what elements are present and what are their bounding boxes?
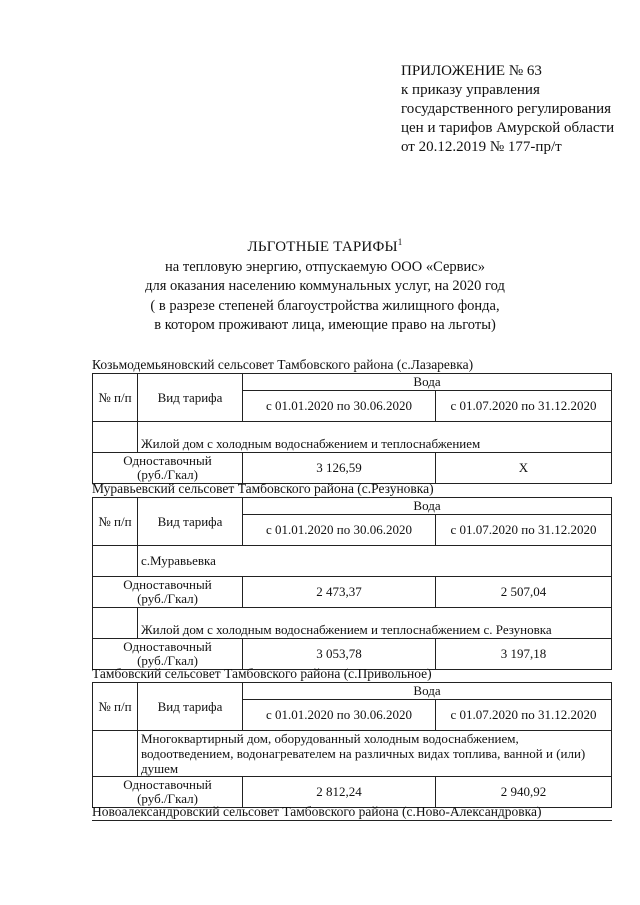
tariff-value: 3 197,18 — [436, 639, 612, 670]
appendix-line: к приказу управления — [401, 82, 540, 98]
tariff-table — [92, 497, 612, 670]
table-bottom-rule — [92, 820, 612, 821]
group-description: Жилой дом с холодным водоснабжением и теплоснабжением — [138, 422, 612, 453]
section-label: Тамбовский сельсовет Тамбовского района (с.Привольное) — [92, 666, 432, 681]
empty-cell — [93, 546, 138, 577]
title-line: ( в разрезе степеней благоустройства жилищного фонда, — [150, 297, 500, 314]
col-header-period2: с 01.07.2020 по 31.12.2020 — [436, 391, 612, 422]
rate-name-text: Одноставочный — [123, 639, 212, 654]
section-label: Новоалександровский сельсовет Тамбовского района (с.Ново-Александровка) — [92, 804, 542, 819]
col-header-water: Вода — [243, 374, 612, 391]
tariff-value: 2 473,37 — [243, 577, 436, 608]
col-header-period1: с 01.01.2020 по 30.06.2020 — [243, 515, 436, 546]
empty-cell — [93, 608, 138, 639]
tariff-table — [92, 373, 612, 484]
empty-cell — [93, 731, 138, 777]
title-line: для оказания населению коммунальных услуг, на 2020 год — [145, 278, 505, 294]
group-description: Многоквартирный дом, оборудованный холодным водоснабжением, водоотведением, водонагревателем на различных видах топлива, ванной и (или) душем — [138, 731, 612, 777]
rate-name-text: Одноставочный — [123, 577, 212, 592]
footnote-mark: 1 — [397, 237, 403, 247]
col-header-kind: Вид тарифа — [138, 374, 243, 422]
appendix-line: цен и тарифов Амурской области — [401, 120, 615, 136]
tariff-table — [92, 682, 612, 808]
col-header-num: № п/п — [93, 374, 138, 422]
col-header-water: Вода — [243, 683, 612, 700]
document-title — [90, 233, 560, 336]
group-description: Жилой дом с холодным водоснабжением и теплоснабжением с. Резуновка — [138, 608, 612, 639]
rate-name — [93, 777, 243, 808]
title-text: ЛЬГОТНЫЕ ТАРИФЫ — [247, 239, 398, 255]
col-header-kind: Вид тарифа — [138, 498, 243, 546]
col-header-kind: Вид тарифа — [138, 683, 243, 731]
rate-name — [93, 639, 243, 670]
col-header-period1: с 01.01.2020 по 30.06.2020 — [243, 700, 436, 731]
col-header-period2: с 01.07.2020 по 31.12.2020 — [436, 700, 612, 731]
section-label: Козьмодемьяновский сельсовет Тамбовского района (с.Лазаревка) — [92, 357, 474, 372]
tariff-value: Х — [436, 453, 612, 484]
col-header-period1: с 01.01.2020 по 30.06.2020 — [243, 391, 436, 422]
rate-unit: (руб./Гкал) — [137, 467, 198, 482]
rate-unit: (руб./Гкал) — [137, 653, 198, 668]
rate-name-text: Одноставочный — [123, 453, 212, 468]
appendix-line: государственного регулирования — [401, 101, 612, 117]
rate-name-text: Одноставочный — [123, 777, 212, 792]
rate-name — [93, 577, 243, 608]
rate-unit: (руб./Гкал) — [137, 791, 198, 806]
appendix-line: от 20.12.2019 № 177-пр/т — [401, 139, 562, 155]
title-main — [90, 233, 560, 258]
tariff-value: 3 053,78 — [243, 639, 436, 670]
tariff-value: 2 812,24 — [243, 777, 436, 808]
rate-unit: (руб./Гкал) — [137, 591, 198, 606]
tariff-value: 3 126,59 — [243, 453, 436, 484]
col-header-period2: с 01.07.2020 по 31.12.2020 — [436, 515, 612, 546]
col-header-num: № п/п — [93, 683, 138, 731]
title-line: в котором проживают лица, имеющие право на льготы) — [154, 317, 496, 333]
group-description: с.Муравьевка — [138, 546, 612, 577]
tariff-value: 2 940,92 — [436, 777, 612, 808]
section-label: Муравьевский сельсовет Тамбовского района (с.Резуновка) — [92, 481, 434, 496]
empty-cell — [93, 422, 138, 453]
col-header-num: № п/п — [93, 498, 138, 546]
title-line: на тепловую энергию, отпускаемую ООО «Сервис» — [165, 258, 485, 275]
rate-name — [93, 453, 243, 484]
appendix-header — [401, 62, 631, 157]
tariff-value: 2 507,04 — [436, 577, 612, 608]
col-header-water: Вода — [243, 498, 612, 515]
appendix-title: ПРИЛОЖЕНИЕ № 63 — [401, 63, 542, 79]
